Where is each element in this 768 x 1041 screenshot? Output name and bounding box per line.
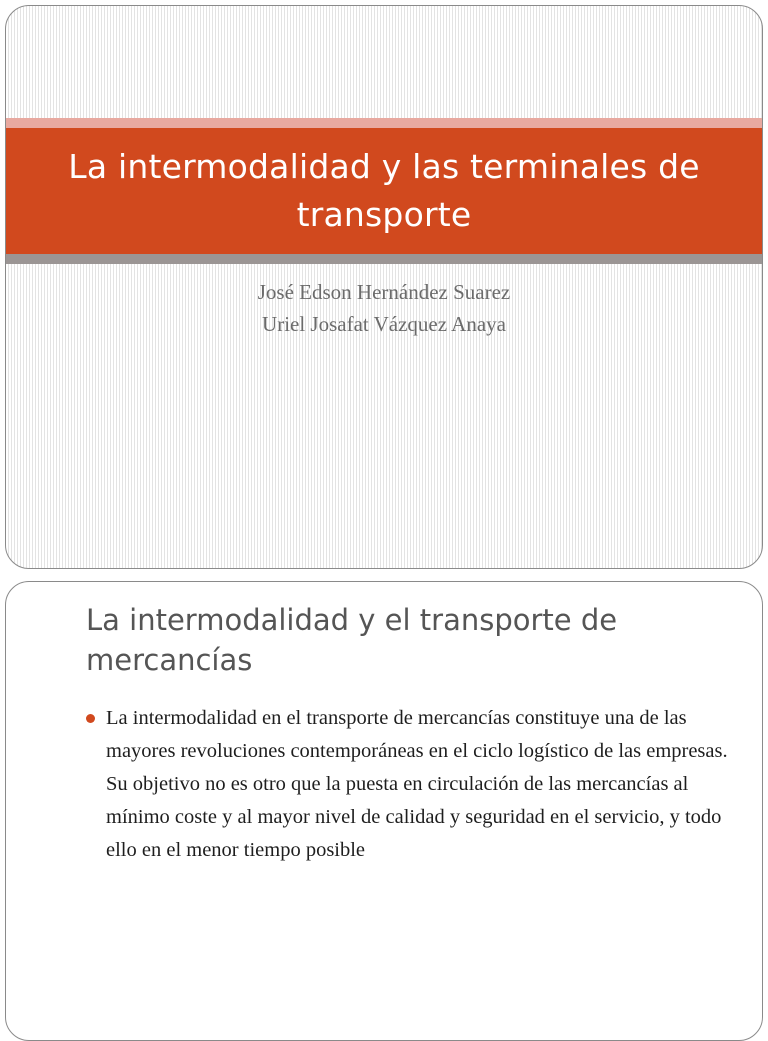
presentation-title: La intermodalidad y las terminales de transporte [68, 147, 700, 234]
author-name: José Edson Hernández Suarez [257, 280, 511, 304]
bullet-dot-icon [86, 714, 95, 723]
slide-title: La intermodalidad y el transporte de mercancías [86, 603, 618, 677]
content-slide [5, 581, 763, 1041]
title-accent-top [6, 118, 762, 128]
title-slide [5, 5, 763, 569]
title-band [6, 128, 762, 254]
author-name: Uriel Josafat Vázquez Anaya [262, 312, 506, 336]
title-accent-bottom [6, 254, 762, 264]
bullet-list [86, 702, 734, 867]
list-item [86, 702, 734, 867]
authors [6, 276, 762, 340]
bullet-text: La intermodalidad en el transporte de mercancías constituye una de las mayores revoluciones contemporáneas en el ciclo logístico de las empresas. Su objetivo no es otro que la puesta en circulación de las mercancías al mínimo coste y al mayor nivel de calidad y seguridad en el servicio, y todo ello en el menor tiempo posible [106, 707, 728, 861]
